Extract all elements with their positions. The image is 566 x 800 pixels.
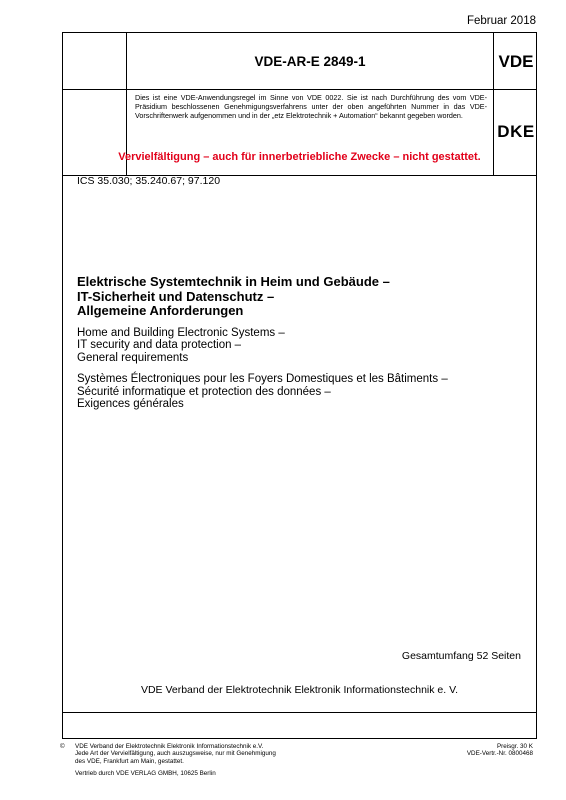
- distribution-note: Vertrieb durch VDE VERLAG GMBH, 10625 Berlin: [75, 769, 216, 777]
- price-block: [467, 743, 533, 758]
- application-rule-notice: Dies ist eine VDE-Anwendungsregel im Sinne von VDE 0022. Sie ist nach Durchführung des vom VDE-Präsidium beschlossenen Genehmigungsverfahrens unter der oben angeführten Nummer in das VDE-Vorschriftenwerk aufgenommen und in der „etz Elektrotechnik + Automation“ bekannt gegeben worden.: [135, 93, 487, 120]
- title-french: [77, 373, 517, 411]
- title-german-line: Allgemeine Anforderungen: [77, 303, 244, 318]
- title-french-line: Systèmes Électroniques pour les Foyers Domestiques et les Bâtiments –: [77, 373, 448, 385]
- cover-frame: [62, 32, 537, 739]
- copyright-symbol: ©: [60, 743, 65, 750]
- title-french-line: Sécurité informatique et protection des données –: [77, 385, 331, 398]
- title-english-line: General requirements: [77, 351, 189, 364]
- total-pages: Gesamtumfang 52 Seiten: [401, 650, 521, 662]
- copyright-line: des VDE, Frankfurt am Main, gestattet.: [75, 757, 184, 765]
- document-number-cell: [127, 33, 494, 89]
- publication-date: Februar 2018: [466, 15, 536, 27]
- reproduction-warning: Vervielfältigung – auch für innerbetriebliche Zwecke – nicht gestattet.: [118, 151, 481, 163]
- price-group: Preisgr. 30 K: [496, 743, 533, 750]
- title-german-line: Elektrische Systemtechnik in Heim und Gebäude –: [77, 274, 390, 289]
- title-english: [77, 327, 517, 365]
- title-german: [77, 275, 517, 319]
- vde-logo: [495, 53, 537, 69]
- title-block: [77, 275, 517, 411]
- order-number: VDE-Vertr.-Nr. 0800468: [466, 750, 533, 758]
- footer-divider: [63, 712, 536, 713]
- title-english-line: Home and Building Electronic Systems –: [77, 326, 285, 339]
- header-row: [63, 33, 536, 90]
- ics-codes: ICS 35.030; 35.240.67; 97.120: [77, 175, 221, 187]
- publisher-name: VDE Verband der Elektrotechnik Elektronik Informationstechnik e. V.: [140, 684, 459, 696]
- title-french-line: Exigences générales: [77, 398, 184, 410]
- vde-logo-text: VDE: [498, 53, 534, 69]
- copyright-line: Jede Art der Vervielfältigung, auch auszugsweise, nur mit Genehmigung: [75, 750, 276, 758]
- copyright-line: VDE Verband der Elektrotechnik Elektronik Informationstechnik e.V.: [75, 743, 264, 750]
- header-blank-cell: [63, 33, 127, 89]
- title-english-line: IT security and data protection –: [77, 339, 242, 351]
- document-number: VDE-AR-E 2849-1: [254, 53, 366, 69]
- title-german-line: IT-Sicherheit und Datenschutz –: [77, 288, 275, 304]
- dke-logo: DKE: [497, 122, 535, 141]
- copyright-lines: [75, 743, 375, 777]
- vde-logo-cell: [494, 33, 538, 89]
